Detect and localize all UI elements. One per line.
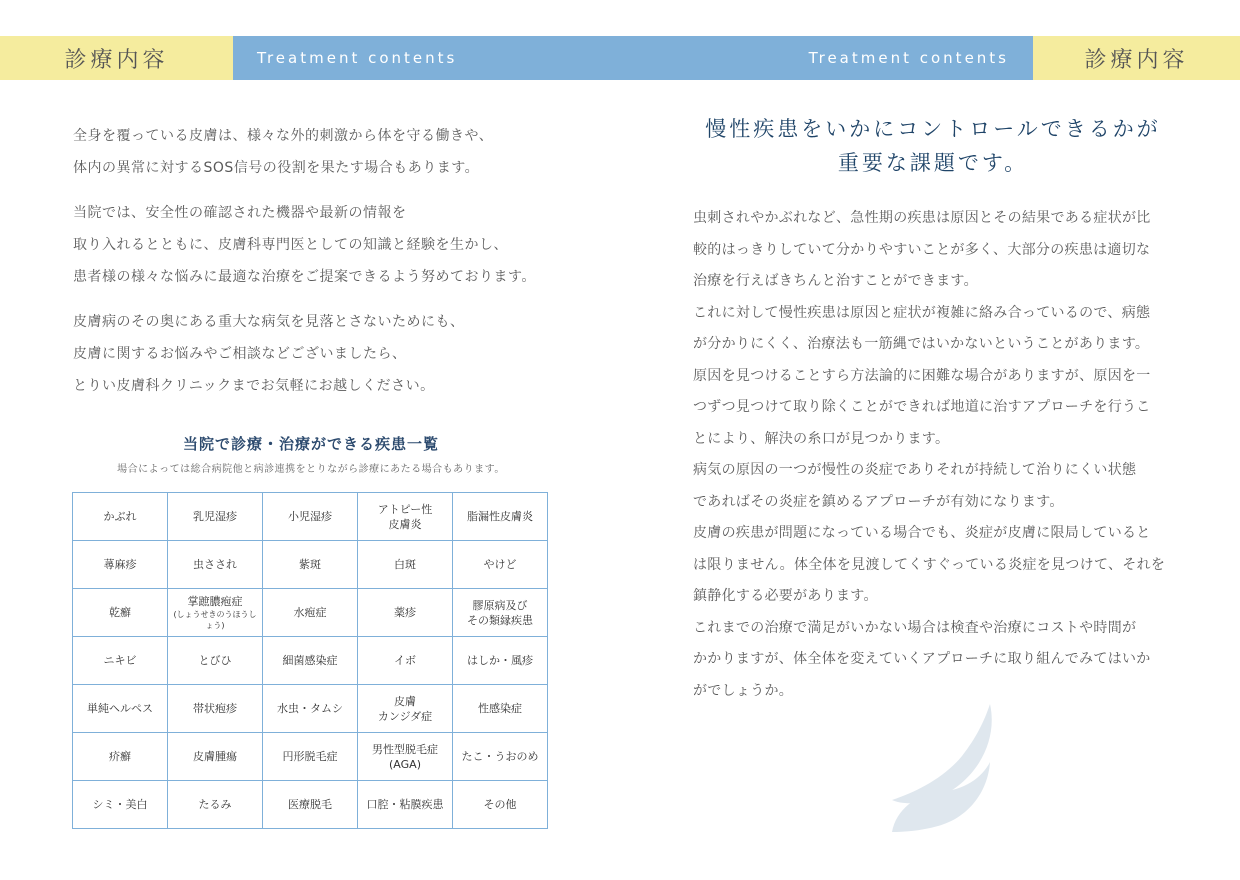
body-line: 治療を行えばきちんと治すことができます。 xyxy=(693,273,978,289)
table-row xyxy=(73,637,548,685)
table-cell: 水虫・タムシ xyxy=(263,685,358,733)
body-line: これまでの治療で満足がいかない場合は検査や治療にコストや時間が xyxy=(693,619,1137,636)
disease-table xyxy=(72,492,548,829)
table-cell: 医療脱毛 xyxy=(263,781,358,829)
table-cell: 疥癬 xyxy=(73,733,168,781)
table-cell: たこ・うおのめ xyxy=(453,733,548,781)
table-cell: ニキビ xyxy=(73,637,168,685)
table-cell: 細菌感染症 xyxy=(263,637,358,685)
intro-paragraph xyxy=(73,197,573,293)
intro-line: 皮膚病のその奥にある重大な病気を見落とさないためにも、 xyxy=(73,314,465,330)
table-cell: 帯状疱疹 xyxy=(168,685,263,733)
body-line: は限りません。体全体を見渡してくすぐっている炎症を見つけて、それを xyxy=(693,556,1166,573)
table-cell: かぶれ xyxy=(73,493,168,541)
header-right-title-jp: 診療内容 xyxy=(1033,36,1240,80)
table-cell: 掌蹠膿疱症 (しょうせきのうほうしょう) xyxy=(168,589,263,637)
table-cell: はしか・風疹 xyxy=(453,637,548,685)
section-heading-line: 重要な課題です。 xyxy=(837,151,1029,175)
table-cell: 小児湿疹 xyxy=(263,493,358,541)
intro-text xyxy=(73,120,573,415)
header-right-title-en: Treatment contents xyxy=(633,36,1033,80)
intro-line: 当院では、安全性の確認された機器や最新の情報を xyxy=(73,205,407,221)
body-line: 原因を見つけることすら方法論的に困難な場合がありますが、原因を一 xyxy=(693,367,1151,384)
body-line: つずつ見つけて取り除くことができれば地道に治すアプローチを行うこ xyxy=(693,399,1151,415)
table-cell: 膠原病及び その類縁疾患 xyxy=(453,589,548,637)
intro-line: 取り入れるとともに、皮膚科専門医としての知識と経験を生かし、 xyxy=(73,237,508,253)
table-cell: 脂漏性皮膚炎 xyxy=(453,493,548,541)
table-row xyxy=(73,733,548,781)
section-heading xyxy=(633,112,1233,180)
body-line: であればその炎症を鎮めるアプローチが有効になります。 xyxy=(693,493,1064,510)
table-cell: 性感染症 xyxy=(453,685,548,733)
table-cell: イボ xyxy=(358,637,453,685)
header-left-title-en: Treatment contents xyxy=(233,36,633,80)
table-row xyxy=(73,685,548,733)
body-line: 較的はっきりしていて分かりやすいことが多く、大部分の疾患は適切な xyxy=(693,241,1151,258)
body-line: 虫刺されやかぶれなど、急性期の疾患は原因とその結果である症状が比 xyxy=(693,210,1151,226)
table-cell: 乾癬 xyxy=(73,589,168,637)
disease-table-title: 当院で診療・治療ができる疾患一覧 xyxy=(182,435,439,453)
header-left-title-jp: 診療内容 xyxy=(0,36,233,80)
table-cell: 皮膚 カンジダ症 xyxy=(358,685,453,733)
table-cell: 乳児湿疹 xyxy=(168,493,263,541)
table-cell: 円形脱毛症 xyxy=(263,733,358,781)
intro-line: とりい皮膚科クリニックまでお気軽にお越しください。 xyxy=(73,378,435,394)
section-heading-line: 慢性疾患をいかにコントロールできるかが xyxy=(705,117,1161,141)
intro-paragraph xyxy=(73,120,573,184)
body-line: とにより、解決の糸口が見つかります。 xyxy=(693,430,950,447)
intro-line: 全身を覆っている皮膚は、様々な外的刺激から体を守る働きや、 xyxy=(73,128,494,144)
body-line: がでしょうか。 xyxy=(693,682,794,699)
table-cell: 蕁麻疹 xyxy=(73,541,168,589)
body-line: 鎮静化する必要があります。 xyxy=(693,588,878,604)
table-cell: 紫斑 xyxy=(263,541,358,589)
table-cell: 虫さされ xyxy=(168,541,263,589)
table-cell: 男性型脱毛症 (AGA) xyxy=(358,733,453,781)
table-cell: 水疱症 xyxy=(263,589,358,637)
table-cell: その他 xyxy=(453,781,548,829)
intro-paragraph xyxy=(73,306,573,402)
intro-line: 皮膚に関するお悩みやご相談などございましたら、 xyxy=(73,346,407,362)
intro-line: 体内の異常に対するSOS信号の役割を果たす場合もあります。 xyxy=(73,160,480,176)
table-cell: 皮膚腫瘍 xyxy=(168,733,263,781)
table-cell: やけど xyxy=(453,541,548,589)
table-row xyxy=(73,541,548,589)
body-line: 皮膚の疾患が問題になっている場合でも、炎症が皮膚に限局していると xyxy=(693,525,1151,541)
body-text xyxy=(693,203,1171,707)
table-row xyxy=(73,589,548,637)
table-cell: 白斑 xyxy=(358,541,453,589)
intro-line: 患者様の様々な悩みに最適な治療をご提案できるよう努めております。 xyxy=(73,269,536,285)
body-line: かかりますが、体全体を変えていくアプローチに取り組んでみてはいか xyxy=(693,651,1151,667)
table-cell: とびひ xyxy=(168,637,263,685)
table-cell: アトピー性 皮膚炎 xyxy=(358,493,453,541)
table-cell: 口腔・粘膜疾患 xyxy=(358,781,453,829)
table-cell: たるみ xyxy=(168,781,263,829)
body-line: 病気の原因の一つが慢性の炎症でありそれが持続して治りにくい状態 xyxy=(693,462,1137,478)
disease-table-subtitle: 場合によっては総合病院他と病診連携をとりながら診療にあたる場合もあります。 xyxy=(117,464,505,475)
table-row xyxy=(73,493,548,541)
body-line: が分かりにくく、治療法も一筋縄ではいかないということがあります。 xyxy=(693,336,1150,352)
table-cell: 薬疹 xyxy=(358,589,453,637)
body-line: これに対して慢性疾患は原因と症状が複雑に絡み合っているので、病態 xyxy=(693,304,1151,321)
table-row xyxy=(73,781,548,829)
table-cell: シミ・美白 xyxy=(73,781,168,829)
table-cell: 単純ヘルペス xyxy=(73,685,168,733)
leaf-logo-icon xyxy=(886,700,1001,840)
